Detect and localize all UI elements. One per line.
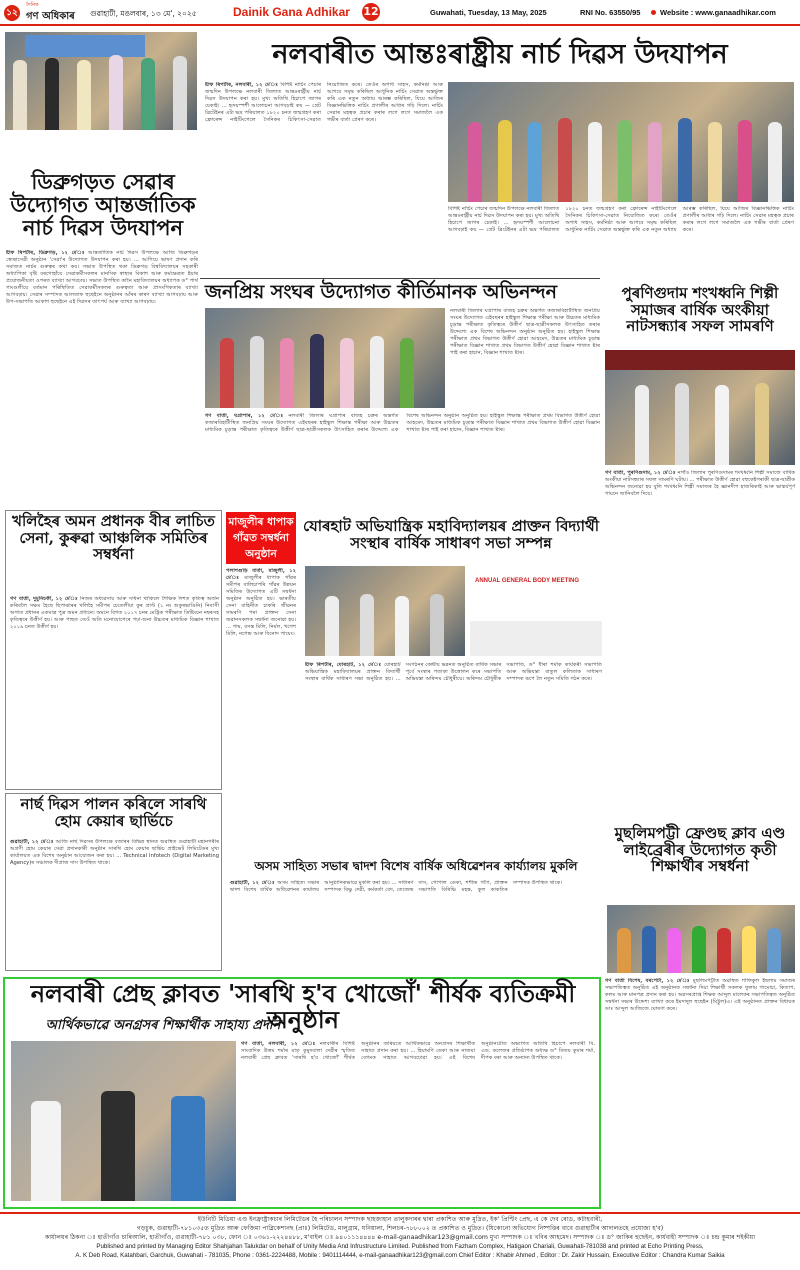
asom-sahitya-body xyxy=(230,880,602,972)
asom-sahitya-headline: অসম সাহিত্য সভাৰ দ্বাদশ বিশেষ বাৰ্ষিক অধিৱেশনৰ কাৰ্য্যালয় মুকলি xyxy=(254,859,578,873)
press-club-dateline: গণ বাৰ্তা, নলবাৰী, ১২ মে'ঃ xyxy=(241,1041,316,1047)
jorhat-text: যোৰহাট অভিযান্ত্ৰিক মহাবিদ্যালয়ৰ প্ৰাক্তন বিদ্যাৰ্থী সংস্থাৰ বাৰ্ষিক সাধাৰণ সভা অনুষ্ঠিত হয়। ... সংগঠনৰ কেন্দ্ৰীয় ভৱনত অনুষ্ঠিত বাৰ্ষিক সভাৰ পূৰ্বে সংস্থাৰ পতাকা উত্তোলন কৰে সভাপতি অভিযন্তা অৰিন্দম চৌধুৰীয়ে। অৰিন্দম চৌধুৰীক সভাপতি, ড° ধীৰা শৰ্মাক কাৰ্যকৰী সভাপতি আৰু অভিযন্তা বাতুল কলিতাক সাধাৰণ সম্পাদক ৰূপে লৈ নতুন সমিতি গঠন কৰে। xyxy=(305,662,602,682)
jorhat-dateline: ষ্টাফ ৰিপৰ্টাৰ, যোৰহাট, ১২ মে'ঃ xyxy=(305,662,382,668)
nalbari-nurses-text: বিশিষ্ট নাৰ্চিং পেচাৰ জন্মদিন উপলক্ষে নলবাৰী জিলাত আন্তঃৰাষ্ট্ৰীয় নাৰ্চ দিৱস উদযাপন কৰা হয়। মুখ্য অতিথি হিচাপে জাগৰ চেকাই। ... হৃদয়স্পৰ্শী আলোচনা আগবঢ়াই কয় — গ্ৰেট ব্ৰিটেইনৰ এটা ভদ্ৰ পৰিয়ালত ১৮২০ চনত জন্মগ্ৰহণ কৰা ফ্ৰোৰেন্স নাইটিংগেলে সৈনিকৰ চিকিৎসা-সেৱাত নিয়োজিত কৰে। তেওঁৰ অগাধ সাহস, কৰ্মনিষ্ঠা আৰু আগবে সমৃদ্ধ কৰিছিল আধুনিক নাৰ্চিং সেৱাত অন্তৰ্ভুক্ত কৰি এক নতুন অধ্যায় আৰম্ভ কৰিছিল, যিয়ে আজিৰ বিজ্ঞানভিত্তিক নাৰ্চিং প্ৰণালীৰ আধাৰ গঢ়ি দিলে। নাৰ্চিং সেৱাৰ মহত্বক প্ৰচাৰ কৰাৰ লগে লগে সমাজলৈ এক গভীৰ বাৰ্তা প্ৰেৰণ কৰে। xyxy=(205,82,443,123)
sarathi-nurses-text: আজি নাৰ্ছ দিৱসৰ উপলক্ষে বজাৰৰ বিভিন্ন স্থানত অৱস্থিত গুৱাহাটী মহানগৰীৰ অগ্ৰণী হোম কেয়াৰ সেৱা প্ৰদানকাৰী অনুষ্ঠান সাৰথি হোম কেয়াৰ ছাৰ্ভিচ প্ৰাইভেট লিমিটেডৰ মুখ্য কাৰ্যালয়ত এক বিশেষ অনুষ্ঠান আয়োজন কৰা হয়। ... Technical Infotech (Digital Marketing Agency)ৰ সঞ্চালক দীপ্ৰাজ দাস উপস্থিত থাকে। xyxy=(10,839,219,866)
majuli-body xyxy=(226,568,296,818)
date-local: গুৱাহাটী, মঙলবাৰ, ১৩ মে', ২০২৫ xyxy=(90,9,197,18)
press-club-headline: নলবাৰী প্ৰেছ ক্লাবত 'সাৰথি হ'ব খোজোঁ' শীৰ্ষক ব্যতিক্ৰমী অনুষ্ঠান xyxy=(30,979,576,1035)
khelihar-headline: খলিহৈৰ অমন প্ৰধানক বীৰ লাচিত সেনা, কুৰুৱা আঞ্চলিক সমিতিৰ সম্বৰ্ধনা xyxy=(12,512,215,563)
sarathi-nurses-headline: নাৰ্ছ দিৱস পালন কৰিলে সাৰথি হোম কেয়াৰ ছাৰ্ভিচে xyxy=(20,795,207,830)
khelihar-body xyxy=(10,596,219,786)
puranigudam-body xyxy=(605,470,795,780)
sarathi-nurses-dateline: গুৱাহাটী, ১২ মে'ঃ xyxy=(10,839,54,845)
muslimpatti-dateline: গণ বাৰ্তা বিশেষ, বৰপেটা, ১২ মে'ঃ xyxy=(605,978,690,984)
jorhat-photo-1 xyxy=(305,566,465,656)
puranigudam-photo xyxy=(605,350,795,465)
dibrugarh-dateline: ষ্টাফ ৰিপৰ্টাৰ, ডিব্ৰুগড়, ১২ মে'ঃ xyxy=(6,250,85,256)
puranigudam-headline: পুৰণিগুদাম শংখধ্বনি শিল্পী সমাজৰ বাৰ্ষিক অংকীয়া নাটসন্ধ্যাৰ সফল সামৰণি xyxy=(621,284,779,335)
jorhat-headline: যোৰহাট অভিযান্ত্ৰিক মহাবিদ্যালয়ৰ প্ৰাক্তন বিদ্যাৰ্থী সংস্থাৰ বাৰ্ষিক সাধাৰণ সভা সম্পন্ন xyxy=(303,517,599,552)
asom-sahitya-dateline: গুৱাহাটী, ১২ মে'ঃ xyxy=(230,880,275,886)
sarathi-nurses-body xyxy=(10,839,219,967)
masthead-logo: গণ অধিকাৰ xyxy=(26,11,75,22)
dibrugarh-headline: ডিব্ৰুগড়ত সেৱাৰ উদ্যোগত আন্তৰ্জাতিক নাৰ্চ দিৱস উদযাপন xyxy=(10,169,196,241)
press-club-text: নলবাৰীৰ বিশিষ্ট সাংবাদিক উত্তম শৰ্মাৰ মাতৃ কুমুদবালা দেৱীৰ স্মৃতিত নলবাৰী প্ৰেছ ক্লাবত 'সাৰথি হ'ব খোজোঁ' শীৰ্ষক অনুষ্ঠানৰ জৰিয়তে আৰ্থিকভাৱে অনগ্ৰসৰ শিক্ষাৰ্থীক সাহায্য প্ৰদান কৰা হয়। ... হিয়ামণি ডেকা আৰু নাজমা বেগমক সাহায্য আগবঢ়োৱা হয়। এই বিশেষ অনুষ্ঠানটোত অভ্যাগত অতিথি হিচাপে নলবাৰী বি. এড. কলেজৰ প্ৰতিষ্ঠাপক অধ্যক্ষ ড° বিজয় কুমাৰ শৰ্মা, দীপক বৰা আৰু অন্যান্য উপস্থিত থাকে। xyxy=(241,1041,595,1061)
masthead-small: দৈনিক xyxy=(26,2,39,8)
imprint-line-2: গড়চুক, গুৱাহাটী-৭৮১০৩৫ত মুদ্ৰিত আৰু ফেজিমা পাব্লিকেশ্যনছ (প্ৰাঃ) লিমিটেড, মালুগ্ৰাম, ঘনিয়ালা, শিলচৰ-৭৮৮০০২ ত প্ৰকাশিত ও মুদ্ৰিত। (যিকোনো অভিযোগ নিষ্পত্তিৰ বাবে গুৱাহাটীৰ আদালতহে প্ৰযোজ্য হ'ব) xyxy=(136,1225,664,1232)
majuli-headline: মাজুলীৰ ধাপাক গাঁৱত সম্বৰ্ধনা অনুষ্ঠান xyxy=(226,512,296,564)
dibrugarh-body xyxy=(6,250,198,430)
jorhat-photo-2 xyxy=(470,566,602,656)
page-number-local: ১২ xyxy=(4,5,20,21)
rni-number: RNI No. 63550/95 xyxy=(580,8,641,17)
majuli-text: মাজুলীৰ ধাপাক গাঁৱৰ সমীপৰ বালিচাপৰি গাঁৱৰ উন্নয়ন সমিতিৰ উদ্যোগত এটি সম্বৰ্ধনা অনুষ্ঠান অনুষ্ঠিত হয়। ভাৰতীয় সেনা বাহিনীত চাকৰি জীৱনৰ সামৰণি পৰা প্ৰাক্তন সেনা জৱানসকলক সম্বৰ্ধনা জনোৱা হয়। ... গাম, বসন্ত মিলি, নিৰ্মল, খগেশ মিলি, নগেন্দ্ৰ আৰু বিনোদ পায়েং। xyxy=(226,575,296,637)
janapriya-dateline: গণ বাৰ্তা, ঘগ্ৰাপাৰ, ১২ মে'ঃ xyxy=(205,413,284,419)
imprint-line-5: A. K Deb Road, Katahbari, Garchuk, Guwahati - 781035, Phone : 0361-2224488, Mobile : 9401114444, e-mail-ganaadhikar123@gmail.com Chief Editor : Khabir Ahmed , Editor : Dr. Zakir Hussain, Executive Editor : Chandra Kumar Saikia xyxy=(75,1252,725,1259)
nalbari-nurses-photo xyxy=(448,82,794,202)
nalbari-nurses-body xyxy=(205,82,443,277)
press-club-body xyxy=(241,1041,595,1203)
imprint-line-1: ইউনিটি মিডিয়া এণ্ড ইনফ্ৰাষ্ট্ৰাকচাৰ লিমিটেডৰ হৈ পৰিচালন সম্পাদক ছাহজাহান তালুকদাৰৰ দ্বাৰা প্ৰকাশিত আৰু মুদ্ৰিত, ইক' প্ৰিণ্টিং প্ৰেছ, এ কে দেব ৰোড, কটাহবাৰী, xyxy=(197,1216,603,1223)
jorhat-body xyxy=(305,662,602,817)
imprint-line-3: কাৰ্যালয়ৰ ঠিকনা ঃ হাতীগাঁও চাৰিআলি, হাতীগাঁও, গুৱাহাটী-৭৮১ ০৩৮, ফোন ঃ ০৩৬১-২২২৪৪৮৮, ম'বাইল ঃ ৯৪০১১১৪৪৪৪ e-mail-ganaadhikar123@gmail.com মুখ্য সম্পাদক ঃ খবিৰ আহমেদ। সম্পাদক ঃ ড° জাকিৰ হুছেইন, কাৰ্যবাহী সম্পাদক ঃ চন্দ্ৰ কুমাৰ শইকীয়া xyxy=(44,1234,756,1241)
dibrugarh-text: আন্তৰ্জাতিক নাৰ্চ দিৱস উপলক্ষে আজি ডিব্ৰুগড়ৰ স্বেচ্ছাসেৱী অনুষ্ঠান 'সেৱা'ৰ উদ্যোগত উদযাপন কৰা হয়। ... আগিয়ে ভাষণ প্ৰদান কৰি সমাজত নাৰ্চৰ গুৰুত্বৰ কথা কয়। সভাত উপস্থিত থকা ডিব্ৰুগড় বিশ্ববিদ্যালয়ৰ সহকাৰী অধ্যাপিকা বৃষ্টি বৰগোহাঁয়ে সেৱাকৰ্মীসকলৰ মানসিক স্বাস্থ্যৰ বিকাশ আৰু কৰ্মক্ষেত্ৰত ইয়াৰ প্ৰয়োজনীয়তা ওপৰত ব্যাখ্যা আগবঢ়ায়। সভাত উপস্থিত কানৈ মহাবিদ্যালয়ৰ অধ্যাপক ড° পাৰ্থ গাংগুলীয়ে বৰ্তমান পৰিস্থিতিত সেৱাকৰ্মীসকলৰ গুৰুত্বতা আৰু প্ৰাসংগিকতাৰ ব্যাখ্যা আগবঢ়ায়। সেৱাৰ সম্পাদক আলতাফ হুছেইনে অনুষ্ঠানৰ আঁৰৰ কাৰণ ব্যাখ্যা আগবঢ়ায় আৰু উপ-সভাপতি আকাশ হুছেইনে এই দিৱসৰ তাৎপৰ্য আৰু ব্যাখ্যা আগবঢ়ায়। xyxy=(6,250,198,305)
puranigudam-dateline: গণ বাৰ্তা, পুৰণিগুদাম, ১২ মে'ঃ xyxy=(605,470,676,476)
divider xyxy=(200,278,600,279)
dibrugarh-photo xyxy=(5,32,197,130)
muslimpatti-body xyxy=(605,978,795,1210)
press-club-photo xyxy=(11,1041,236,1201)
khelihar-article xyxy=(5,510,222,790)
page-header xyxy=(0,0,800,26)
paper-name: Dainik Gana Adhikar xyxy=(233,5,350,19)
khelihar-text: নিজৰ অধ্যৱসায় আৰু সাধনা থাকিলে শৈক্ষিক দিশত কৃতিত্ব অৰ্জন কৰিবলৈ সক্ষম হৈছে ছিপাঝাৰৰ খলিহৈ সমীপৰ চেতেলীয়া কুৰ গ্ৰাণ্ট (১ নং শুকুৰভাঙিনি) নিবাসী অগাত প্ৰধানৰ একমাত্ৰ পুত্ৰ অমন প্ৰধানে। অমনে বিগত ২০১৭ চনৰ মেট্ৰিক পৰীক্ষাত ডিষ্টিংচন নম্বৰসহ কৃতিত্বৰে উত্তীৰ্ণ হয়। আৰু পাছত তেওঁ অতি মনোযোগেৰে পঢ়া-শুনা উচ্চতৰ মাধ্যমিক বিজ্ঞান শাখাত ২০১৯ চনত উত্তীৰ্ণ হয়। xyxy=(10,596,219,630)
puranigudam-text: নগাঁও জিলাৰ পুৰণিগুদামৰ শংখধ্বনি শিল্পী সমাজে বাৰ্ষিক অংকীয়া নাটসন্ধ্যাৰ সফল সামৰণি ঘটায়। ... পৰীক্ষাত উত্তীৰ্ণ হোৱা বহুকেইগৰাকী ছাত্ৰ-ছাত্ৰীক অভিনন্দন জনোৱা হয় বুলি শংখধ্বনি শিল্পী সমাজৰ হৈ জ্ঞানদীপ হাজৰিকাই আৰু ভাস্কৰ্যপূৰ্ণ গায়নে জানিবলৈ দিয়ে। xyxy=(605,470,795,497)
nalbari-nurses-text-cont: বিশিষ্ট নাৰ্চিং পেচাৰ জন্মদিন উপলক্ষে নলবাৰী জিলাত আন্তঃৰাষ্ট্ৰীয় নাৰ্চ দিৱস উদযাপন কৰা হয়। মুখ্য অতিথি হিচাপে জাগৰ চেকাই। ... হৃদয়স্পৰ্শী আলোচনা আগবঢ়াই কয় — গ্ৰেট ব্ৰিটেইনৰ এটা ভদ্ৰ পৰিয়ালত ১৮২০ চনত জন্মগ্ৰহণ কৰা ফ্ৰোৰেন্স নাইটিংগেলে সৈনিকৰ চিকিৎসা-সেৱাত নিয়োজিত কৰে। তেওঁৰ অগাধ সাহস, কৰ্মনিষ্ঠা আৰু আগবে সমৃদ্ধ কৰিছিল আধুনিক নাৰ্চিং সেৱাত অন্তৰ্ভুক্ত কৰি এক নতুন অধ্যায় আৰম্ভ কৰিছিল, যিয়ে আজিৰ বিজ্ঞানভিত্তিক নাৰ্চিং প্ৰণালীৰ আধাৰ গঢ়ি দিলে। নাৰ্চিং সেৱাৰ মহত্বক প্ৰচাৰ কৰাৰ লগে লগে সমাজলৈ এক গভীৰ বাৰ্তা প্ৰেৰণ কৰে। xyxy=(448,206,794,233)
sarathi-nurses-article xyxy=(5,793,222,971)
muslimpatti-headline: মুছলিমপট্টী ফ্ৰেণ্ডছ ক্লাব এণ্ড লাইব্ৰেৰীৰ উদ্যোগত কৃতী শিক্ষাৰ্থীৰ সম্বৰ্ধনা xyxy=(614,824,786,875)
bullet-dot xyxy=(651,10,656,15)
imprint xyxy=(0,1215,800,1260)
muslimpatti-photo xyxy=(607,905,795,973)
janapriya-photo xyxy=(205,308,445,408)
banner xyxy=(25,35,145,57)
imprint-line-4: Published and printed by Managing Editor Shahjahan Talukdar on behalf of Unity Media And Infrustructure Limited. Published from Fazham Complex, Hatigaon Chariali, Guwahati-781038 and printed at Echo Printing Press, xyxy=(96,1243,704,1250)
nalbari-nurses-dateline: ষ্টাফ ৰিপৰ্টাৰ, নলবাৰী, ১২ মে'ঃ xyxy=(205,82,279,88)
nalbari-nurses-body-cont xyxy=(448,206,794,266)
janapriya-body xyxy=(205,413,600,503)
janapriya-body-right: নলবাৰী জিলাৰ ঘগ্ৰাপাৰ বাজহ চক্ৰৰ অন্তৰ্গত কজাৰবিহাটীস্থিত জনপ্ৰিয় সংঘৰ উদ্যোগত এইবছৰৰ হাইস্কুল শিক্ষান্ত পৰীক্ষা আৰু উচ্চতৰ মাধ্যমিক চূড়ান্ত পৰীক্ষাত কৃতিত্বৰে উত্তীৰ্ণ ছাত্ৰ-ছাত্ৰীসকলক উৎসাহিত কৰাৰ উদ্দেশ্যে এক বিশেষ অভিনন্দন অনুষ্ঠান অনুষ্ঠিত হয়। হাইস্কুল শিক্ষান্ত পৰীক্ষাত প্ৰথম বিভাগত উত্তীৰ্ণ হোৱা আহমেদ, উচ্চতৰ মাধ্যমিক চূড়ান্ত পৰীক্ষাত বিজ্ঞান শাখাত প্ৰথম বিভাগত উত্তীৰ্ণ হোৱা বিজ্ঞান শাখাত ষ্টাৰ পাই কৰা হাচান, বিজ্ঞান শাখাত ষ্টাৰ। xyxy=(450,308,600,356)
agm-banner: ANNUAL GENERAL BODY MEETING xyxy=(475,578,580,584)
janapriya-headline: জনপ্ৰিয় সংঘৰ উদ্যোগত কীৰ্তিমানক অভিনন্দন xyxy=(205,281,558,303)
majuli-dateline: পলাশগুড়ি বাৰ্তা, মাজুলী, ১২ মে'ঃ xyxy=(226,568,296,581)
page-number: 12 xyxy=(362,3,380,21)
nalbari-press-club-article xyxy=(3,977,601,1209)
website-link[interactable]: Website : www.ganaadhikar.com xyxy=(660,8,776,17)
main-headline: নলবাৰীত আন্তঃৰাষ্ট্ৰীয় নাৰ্চ দিৱস উদযাপন xyxy=(272,39,728,70)
khelihar-dateline: গণ বাৰ্তা, দুমুনিচকী, ১২ মে'ঃ xyxy=(10,596,78,602)
footer-rule xyxy=(0,1212,800,1214)
date-english: Guwahati, Tuesday, 13 May, 2025 xyxy=(430,8,547,17)
press-club-subheadline: আৰ্থিকভাৱে অনগ্ৰসৰ শিক্ষাৰ্থীক সাহায্য প্ৰদান xyxy=(45,1018,281,1033)
janapriya-text: নলবাৰী জিলাৰ ঘগ্ৰাপাৰ বাজহ চক্ৰৰ অন্তৰ্গত কজাৰবিহাটীস্থিত জনপ্ৰিয় সংঘৰ উদ্যোগত এইবছৰৰ হাইস্কুল শিক্ষান্ত পৰীক্ষা আৰু উচ্চতৰ মাধ্যমিক চূড়ান্ত পৰীক্ষাত কৃতিত্বৰে উত্তীৰ্ণ ছাত্ৰ-ছাত্ৰীসকলক উৎসাহিত কৰাৰ উদ্দেশ্যে এক বিশেষ অভিনন্দন অনুষ্ঠান অনুষ্ঠিত হয়। হাইস্কুল শিক্ষান্ত পৰীক্ষাত প্ৰথম বিভাগত উত্তীৰ্ণ হোৱা আহমেদ, উচ্চতৰ মাধ্যমিক চূড়ান্ত পৰীক্ষাত বিজ্ঞান শাখাত প্ৰথম বিভাগত উত্তীৰ্ণ হোৱা বিজ্ঞান শাখাত ষ্টাৰ পাই কৰা হাচান, বিজ্ঞান শাখাত ষ্টাৰ। xyxy=(205,413,600,433)
muslimpatti-text: মুছলিমপট্টীত অৱস্থিত শাফিকুল ইছলাম সমাজৰ সভাপতিত্বত অনুষ্ঠিত এই অনুষ্ঠানত সম্বৰ্ধনা দিয়া শিক্ষাৰ্থী সকলক ফুলাম গামোচা, কিতাপ, কলম আৰু মানপত্ৰ প্ৰদান কৰা হয়। অৱসৰপ্ৰাপ্ত শিক্ষক আব্দুল মালেকৰ সভাপতিত্বত অনুষ্ঠিত সম্বৰ্ধনা সভাৰ উদ্দেশ্য ব্যাখ্যা কৰে ইমদাদুল হুছেইন (মিট্টুল)এ। এই অনুষ্ঠানত প্ৰাক্তন বিধায়ক ডাঃ আব্দুল আজিজে ঘোষণা কৰে। xyxy=(605,978,795,1012)
asom-sahitya-text: অসম সাহিত্য সভাৰ দ্বাদশ বিশেষ বাৰ্ষিক অধিৱেশনৰ কাৰ্যালয় আনুষ্ঠানিকভাৱে মুকলি কৰা হয়। ... সাধাৰণ সম্পাদক বিষ্ণু দেৱী, কৰ্মকৰ্তা বেদ, তেজেন্দ্ৰ দাস, গোপাল ডেকা, শশীন্দ্ৰ গগৈ, প্ৰাক্তন সভাপতি বিৰিঞ্চি মহন্ত, কুল কাকতিৰ সম্পাদক উপস্থিত থাকে। xyxy=(230,880,563,893)
